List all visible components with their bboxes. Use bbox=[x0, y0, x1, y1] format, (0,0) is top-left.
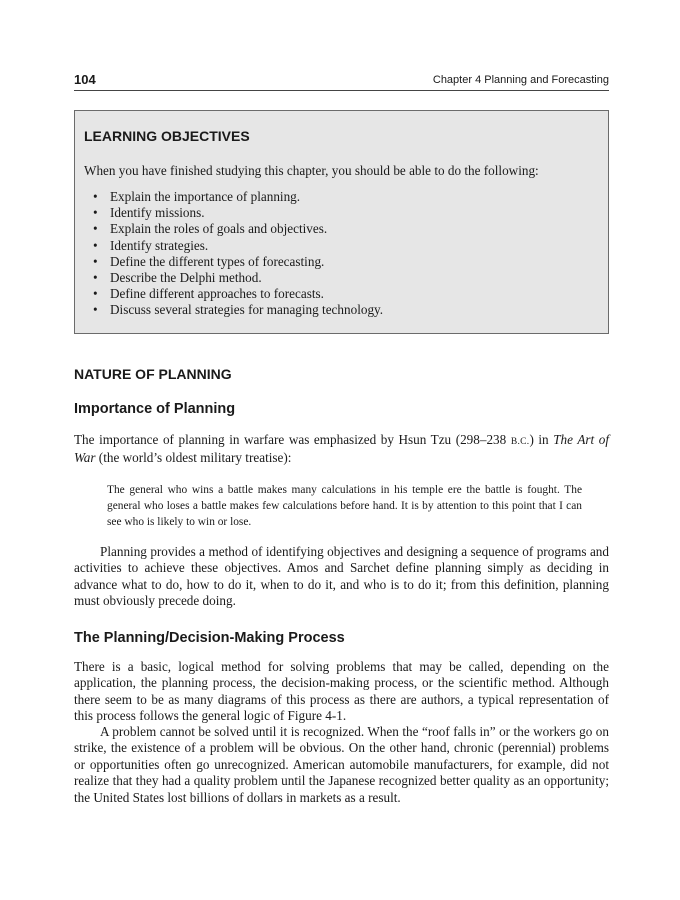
bullet-icon: • bbox=[93, 302, 98, 318]
objective-item: • Identify missions. bbox=[93, 205, 205, 221]
planning-paragraph: Planning provides a method of identifying objectives and designing a sequence of programs and activities to achieve these objectives. Amos and Sarchet define planning simply as deciding in advance what to do, how to do it, when to do it, and who is to do it; from this definition, planning must obviously precede doing. bbox=[74, 544, 609, 609]
block-quote: The general who wins a battle makes many calculations in his temple ere the battle is fought. The general who loses a battle makes few calculations before hand. It is by attention to this point that I can see who is likely to win or lose. bbox=[107, 484, 582, 529]
bullet-icon: • bbox=[93, 189, 98, 204]
chapter-title: Chapter 4 Planning and Forecasting bbox=[432, 74, 609, 86]
objective-item: • Explain the roles of goals and objectives. bbox=[93, 221, 328, 237]
learning-objectives-title: LEARNING OBJECTIVES bbox=[84, 128, 250, 144]
objective-item: • Define different approaches to forecasts. bbox=[93, 286, 324, 302]
importance-heading: Importance of Planning bbox=[74, 401, 236, 417]
section-heading: NATURE OF PLANNING bbox=[74, 366, 232, 382]
bullet-icon: • bbox=[93, 286, 98, 302]
bullet-icon: • bbox=[93, 237, 98, 253]
learning-objectives-intro: When you have finished studying this chapter, you should be able to do the following: bbox=[84, 163, 539, 178]
process-paragraph-2: A problem cannot be solved until it is recognized. When the “roof falls in” or the workers go on strike, the existence of a problem will be obvious. On the other hand, chronic (perennial) problems or opportunities often go unrecognized. American automobile manufacturers, for example, did not realize that they had a quality problem until the Japanese recognized better quality as an opportunity; the United States lost billions of dollars in markets as a result. bbox=[74, 724, 609, 805]
objective-item: • Explain the importance of planning. bbox=[93, 189, 301, 204]
era-label: B.C. bbox=[510, 437, 530, 447]
bullet-icon: • bbox=[93, 205, 98, 221]
book-title: The Art of War bbox=[74, 432, 609, 466]
importance-intro: The importance of planning in warfare was emphasized by Hsun Tzu (298–238 B.C.) in The Art of War (the world’s oldest military treatise): bbox=[74, 432, 609, 466]
objective-item: • Describe the Delphi method. bbox=[93, 270, 262, 286]
process-paragraph-1: There is a basic, logical method for solving problems that may be called, depending on the application, the planning process, the decision-making process, or the scientific method. Although there seem to be as many diagrams of this process as there are authors, a typical representation of this process follows the general logic of Figure 4-1. bbox=[74, 659, 609, 724]
learning-objectives-box bbox=[74, 110, 609, 334]
objective-item: • Discuss several strategies for managing technology. bbox=[93, 302, 384, 318]
objective-item: • Define the different types of forecasting. bbox=[93, 253, 325, 269]
bullet-icon: • bbox=[93, 270, 98, 286]
process-heading: The Planning/Decision-Making Process bbox=[74, 630, 345, 646]
bullet-icon: • bbox=[93, 221, 98, 237]
running-head bbox=[74, 70, 609, 91]
objective-item: • Identify strategies. bbox=[93, 237, 209, 253]
bullet-icon: • bbox=[93, 253, 98, 269]
page-number: 104 bbox=[74, 72, 96, 87]
objective-list bbox=[93, 189, 383, 319]
